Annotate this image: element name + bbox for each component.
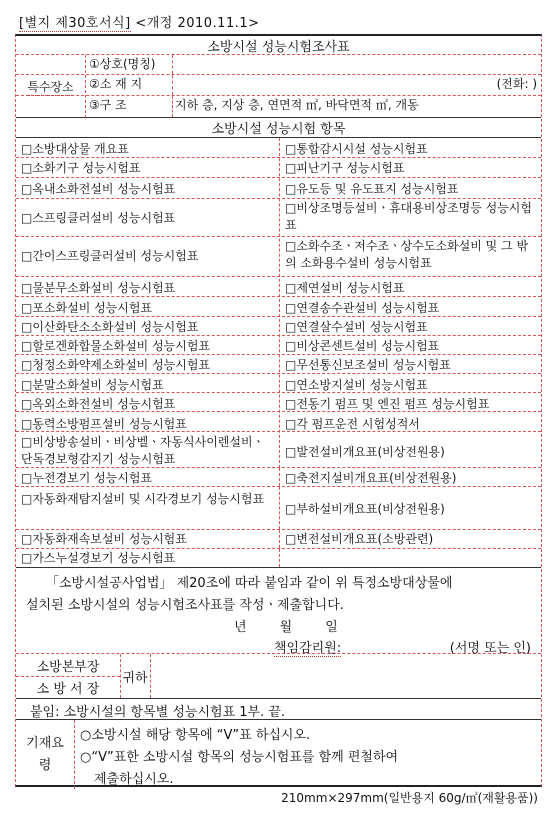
- item-smoke-control[interactable]: □제연설비 성능시험표: [285, 281, 405, 295]
- statement-date[interactable]: 년 월 일: [234, 620, 338, 635]
- target-row-structure: [16, 96, 541, 118]
- paper-spec: 210mm×297mm(일반용지 60g/㎡(재활용품)): [281, 791, 538, 805]
- item-broadcast-alarm[interactable]: □비상방송설비ㆍ비상벨ㆍ자동식사이렌설비ㆍ단독경보형감지기 성능시험표: [21, 435, 265, 466]
- statement-block: [16, 568, 541, 654]
- item-battery[interactable]: □축전지설비개요표(비상전원용): [285, 471, 457, 485]
- field-value-address[interactable]: (전화: ): [496, 77, 537, 91]
- statement-line-2: 설치된 소방시설의 성능시험조사표를 작성ㆍ제출합니다.: [26, 598, 344, 613]
- item-halogen[interactable]: □할로겐화합물소화설비 성능시험표: [21, 339, 211, 353]
- item-generator[interactable]: □발전설비개요표(비상전원용): [285, 445, 445, 459]
- form-header: [19, 12, 260, 31]
- item-exit-light[interactable]: □유도등 및 유도표지 성능시험표: [285, 182, 459, 196]
- item-evacuation-equipment[interactable]: □피난기구 성능시험표: [285, 161, 405, 175]
- instruction-line-2: ○“V”표한 소방시설 항목의 성능시험표를 함께 편철하여: [80, 750, 399, 765]
- item-fire-extinguisher[interactable]: □소화기구 성능시험표: [21, 161, 141, 175]
- item-power-pump[interactable]: □동력소방펌프설비 성능시험표: [21, 417, 187, 431]
- item-connected-sprinkler[interactable]: □연결살수설비 성능시험표: [285, 320, 428, 334]
- supervisor-label: 책임감리원:: [274, 637, 341, 657]
- instruction-line-1: ○소방시설 해당 항목에 “V”표 하십시오.: [80, 728, 311, 743]
- item-fire-spread-prevention[interactable]: □연소방지설비 성능시험표: [285, 378, 428, 392]
- item-gas-leak[interactable]: □가스누설경보기 성능시험표: [21, 551, 176, 565]
- item-water-supply[interactable]: □소화수조ㆍ저수조ㆍ상수도소화설비 및 그 밖의 소화용수설비 성능시험표: [285, 239, 529, 270]
- item-powder[interactable]: □분말소화설비 성능시험표: [21, 378, 164, 392]
- item-pump-operation[interactable]: □각 펌프운전 시험성적서: [285, 417, 420, 431]
- item-foam[interactable]: □포소화설비 성능시험표: [21, 301, 153, 315]
- signature-label[interactable]: (서명 또는 인): [449, 641, 531, 656]
- item-clean-agent[interactable]: □청정소화약제소화설비 성능시험표: [21, 358, 211, 372]
- instructions-label: 기재요령: [26, 735, 64, 773]
- field-label-address: ②소 재 지: [89, 77, 143, 91]
- item-co2[interactable]: □이산화탄소소화설비 성능시험표: [21, 320, 199, 334]
- items-title: 소방시설 성능시험 항목: [16, 118, 541, 138]
- target-label: 특수장소: [16, 55, 86, 118]
- form-sheet: [15, 34, 542, 787]
- instruction-line-3: 제출하십시오.: [94, 772, 174, 787]
- form-number: [별지 제30호서식]: [19, 16, 131, 31]
- item-simple-sprinkler[interactable]: □간이스프링클러설비 성능시험표: [21, 249, 199, 263]
- item-load-equipment[interactable]: □부하설비개요표(비상전원용): [285, 502, 445, 516]
- item-standpipe[interactable]: □연결송수관설비 성능시험표: [285, 301, 440, 315]
- item-sprinkler[interactable]: □스프링클러설비 성능시험표: [21, 211, 176, 225]
- honorific: 귀하: [122, 670, 148, 686]
- item-fire-detection[interactable]: □자동화재탐지설비 및 시각경보기 성능시험표: [21, 492, 265, 506]
- item-motor-engine-pump[interactable]: □전동기 펌프 및 엔진 펌프 성능시험표: [285, 397, 490, 411]
- form-title: 소방시설 성능시험조사표: [16, 36, 541, 55]
- attachment-text: 붙임: 소방시설의 항목별 성능시험표 1부. 끝.: [30, 705, 286, 720]
- recipient-headquarters: 소방본부장: [36, 659, 100, 675]
- item-emergency-lighting[interactable]: □비상조명등설비ㆍ휴대용비상조명등 성능시험표: [285, 201, 532, 232]
- item-emergency-outlet[interactable]: □비상콘센트설비 성능시험표: [285, 339, 440, 353]
- item-building-overview[interactable]: □소방대상물 개요표: [21, 142, 129, 156]
- item-substation[interactable]: □변전설비개요표(소방관련): [285, 532, 434, 546]
- field-value-structure[interactable]: 지하 층, 지상 층, 연면적 ㎡, 바닥면적 ㎡, 개동: [175, 98, 419, 112]
- instructions-block: [16, 720, 541, 789]
- item-fire-report[interactable]: □자동화재속보설비 성능시험표: [21, 532, 187, 546]
- field-label-name: ①상호(명칭): [89, 57, 156, 71]
- target-row-name: [16, 55, 541, 75]
- item-water-spray[interactable]: □물분무소화설비 성능시험표: [21, 281, 176, 295]
- field-value-name[interactable]: [172, 55, 541, 74]
- item-indoor-hydrant[interactable]: □옥내소화전설비 성능시험표: [21, 182, 176, 196]
- target-row-address: [16, 75, 541, 96]
- attachment-row: [16, 699, 541, 720]
- recipient-station: 소 방 서 장: [16, 676, 120, 698]
- item-outdoor-hydrant[interactable]: □옥외소화전설비 성능시험표: [21, 397, 176, 411]
- item-integrated-monitor[interactable]: □통합감시시설 성능시험표: [285, 142, 428, 156]
- item-radio-aux[interactable]: □무선통신보조설비 성능시험표: [285, 358, 451, 372]
- item-leak-alarm[interactable]: □누전경보기 성능시험표: [21, 471, 153, 485]
- recipients-block: [16, 654, 541, 699]
- statement-line-1: 「소방시설공사업법」 제20조에 따라 붙임과 같이 위 특정소방대상물에: [46, 576, 453, 591]
- revision-date: <개정 2010.11.1>: [135, 16, 260, 31]
- field-label-structure: ③구 조: [89, 98, 127, 112]
